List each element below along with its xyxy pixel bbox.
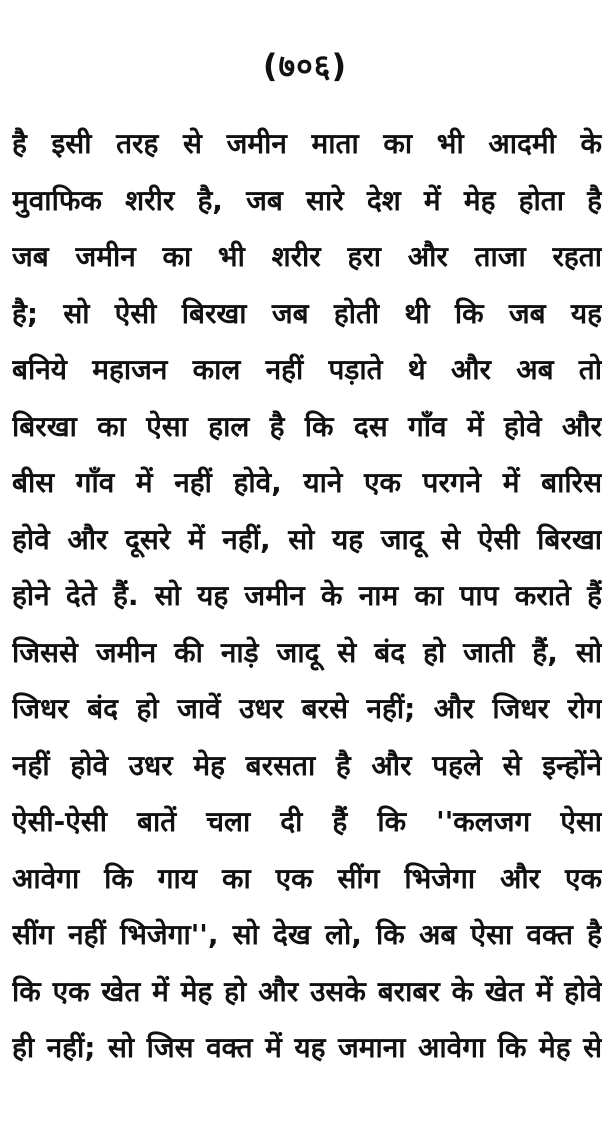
text-line: आवेगा कि गाय का एक सींग भिजेगा और एक: [12, 861, 602, 895]
text-line: ही नहीं; सो जिस वक्त में यह जमाना आवेगा कि मेह से: [12, 1031, 602, 1064]
text-line: मुवाफिक शरीर है, जब सारे देश में मेह होता है: [12, 183, 602, 217]
text-line: जिससे जमीन की नाड़े जादू से बंद हो जाती हैं, सो: [12, 635, 602, 669]
text-line: है इसी तरह से जमीन माता का भी आदमी के: [12, 127, 602, 160]
text-line: बनिये महाजन काल नहीं पड़ाते थे और अब तो: [12, 353, 602, 386]
text-line: बीस गाँव में नहीं होवे, याने एक परगने में बारिस: [12, 466, 602, 499]
text-line: जब जमीन का भी शरीर हरा और ताजा रहता: [12, 240, 602, 273]
text-line: नहीं होवे उधर मेह बरसता है और पहले से इन्होंने: [12, 748, 602, 782]
text-line: होने देते हैं. सो यह जमीन के नाम का पाप कराते हैं: [12, 579, 602, 612]
text-line: होवे और दूसरे में नहीं, सो यह जादू से ऐसी बिरखा: [12, 522, 602, 556]
body-text: [12, 116, 602, 1077]
text-line: है; सो ऐसी बिरखा जब होती थी कि जब यह: [12, 296, 602, 330]
text-line: ऐसी-ऐसी बातें चला दी हैं कि ''कलजग ऐसा: [12, 805, 602, 838]
page-number: (७०६): [262, 47, 348, 85]
text-line: जिधर बंद हो जावें उधर बरसे नहीं; और जिधर रोग: [12, 692, 602, 725]
text-line: सींग नहीं भिजेगा'', सो देख लो, कि अब ऐसा वक्त है: [12, 918, 602, 951]
text-line: कि एक खेत में मेह हो और उसके बराबर के खेत में होवे: [12, 974, 602, 1008]
text-line: बिरखा का ऐसा हाल है कि दस गाँव में होवे और: [12, 409, 602, 443]
